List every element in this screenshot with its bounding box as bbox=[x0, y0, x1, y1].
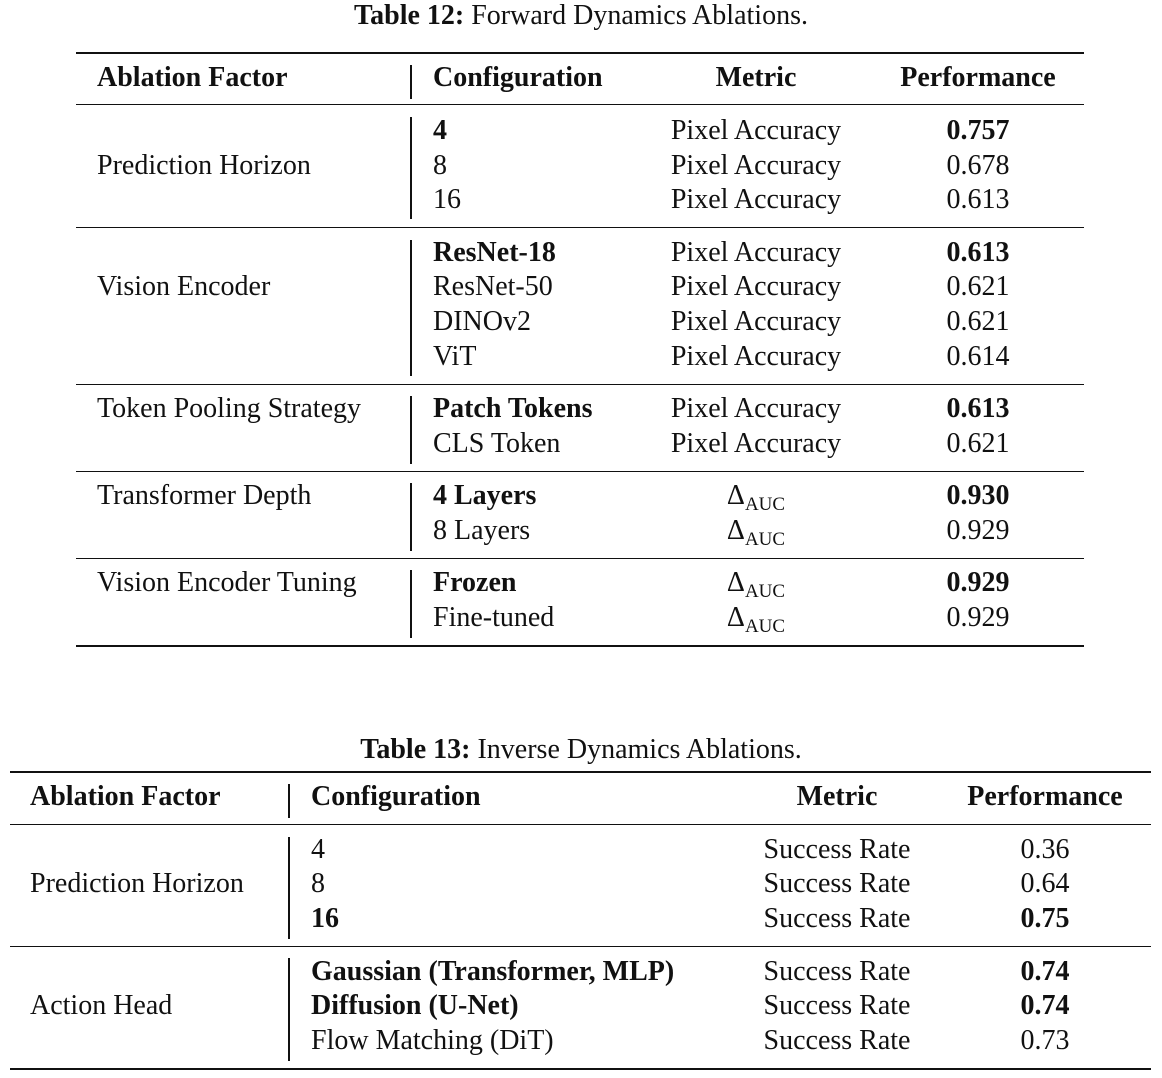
table13-header-ablation-factor: Ablation Factor bbox=[30, 781, 221, 812]
table13-header-performance: Performance bbox=[967, 781, 1123, 812]
table13-metric: Success Rate bbox=[763, 990, 911, 1021]
table13-header-divider bbox=[288, 784, 290, 818]
table12-perf: 0.929 bbox=[946, 515, 1010, 546]
table13-perf: 0.75 bbox=[1020, 903, 1070, 934]
table12-factor-prediction-horizon: Prediction Horizon bbox=[97, 150, 311, 181]
table12-perf: 0.613 bbox=[946, 237, 1010, 268]
table12-factor-transformer-depth: Transformer Depth bbox=[97, 480, 312, 511]
table12-caption bbox=[0, 0, 1162, 32]
table12-caption-label: Table 12: bbox=[354, 0, 465, 31]
table12-factor-vision-encoder-tuning: Vision Encoder Tuning bbox=[97, 567, 357, 598]
table12-bottom-rule bbox=[76, 645, 1084, 647]
table12-config: Patch Tokens bbox=[433, 393, 593, 424]
table12-perf: 0.613 bbox=[946, 184, 1010, 215]
table12-group-rule bbox=[76, 558, 1084, 559]
table12-group-divider bbox=[410, 396, 412, 464]
table13-factor-action-head: Action Head bbox=[30, 990, 173, 1021]
table13-factor-prediction-horizon: Prediction Horizon bbox=[30, 868, 244, 899]
table12-header-rule bbox=[76, 104, 1084, 105]
table13-header-configuration: Configuration bbox=[311, 781, 481, 812]
table13-metric: Success Rate bbox=[763, 903, 911, 934]
table12-config: ResNet-50 bbox=[433, 271, 553, 302]
table12-config: 8 Layers bbox=[433, 515, 531, 546]
table12-group-divider bbox=[410, 570, 412, 638]
table12-perf: 0.613 bbox=[946, 393, 1010, 424]
table12-header-divider bbox=[410, 65, 412, 99]
table13-perf: 0.74 bbox=[1020, 956, 1070, 987]
table13-group-divider bbox=[288, 837, 290, 939]
table12-group-rule bbox=[76, 471, 1084, 472]
table13-config: 8 bbox=[311, 868, 325, 899]
table12-perf: 0.930 bbox=[946, 480, 1010, 511]
table13-metric: Success Rate bbox=[763, 1025, 911, 1056]
table13-metric: Success Rate bbox=[763, 868, 911, 899]
table12-group-divider bbox=[410, 240, 412, 376]
table13-bottom-rule bbox=[10, 1068, 1151, 1070]
table12-perf: 0.621 bbox=[946, 428, 1010, 459]
table13-perf: 0.73 bbox=[1020, 1025, 1070, 1056]
table12-header-performance: Performance bbox=[900, 62, 1056, 93]
table12-config: ViT bbox=[433, 341, 477, 372]
table12-perf: 0.621 bbox=[946, 306, 1010, 337]
table12-group-divider bbox=[410, 483, 412, 551]
table12-metric-delta-auc: $\Delta_{AUC}$ bbox=[726, 515, 786, 550]
table12-metric: Pixel Accuracy bbox=[670, 184, 842, 215]
table13-caption-label: Table 13: bbox=[360, 734, 471, 765]
table13-metric: Success Rate bbox=[763, 956, 911, 987]
table12-metric-delta-auc: $\Delta_{AUC}$ bbox=[726, 602, 786, 637]
table12-config: 16 bbox=[433, 184, 461, 215]
table13-perf: 0.74 bbox=[1020, 990, 1070, 1021]
table12-factor-token-pooling-strategy: Token Pooling Strategy bbox=[97, 393, 362, 424]
table13-config: 4 bbox=[311, 834, 325, 865]
table12-metric: Pixel Accuracy bbox=[670, 393, 842, 424]
table12-group-rule bbox=[76, 227, 1084, 228]
table12-metric: Pixel Accuracy bbox=[670, 341, 842, 372]
table13-top-rule bbox=[10, 771, 1151, 773]
table12-metric: Pixel Accuracy bbox=[670, 150, 842, 181]
table12-header-configuration: Configuration bbox=[433, 62, 603, 93]
table12-header-ablation-factor: Ablation Factor bbox=[97, 62, 288, 93]
table12-config: Frozen bbox=[433, 567, 517, 598]
table12-header-metric: Metric bbox=[715, 62, 797, 93]
table13-perf: 0.64 bbox=[1020, 868, 1070, 899]
table13-caption bbox=[0, 734, 1162, 766]
table13-perf: 0.36 bbox=[1020, 834, 1070, 865]
table13-group-divider bbox=[288, 958, 290, 1061]
table12-perf: 0.614 bbox=[946, 341, 1010, 372]
table12-config: DINOv2 bbox=[433, 306, 531, 337]
table12-config: 8 bbox=[433, 150, 447, 181]
table13-config: 16 bbox=[311, 903, 339, 934]
table13-group-rule bbox=[10, 946, 1151, 947]
table12-metric: Pixel Accuracy bbox=[670, 115, 842, 146]
table12-group-rule bbox=[76, 384, 1084, 385]
table13-header-metric: Metric bbox=[796, 781, 878, 812]
table12-perf: 0.621 bbox=[946, 271, 1010, 302]
table12-config: 4 Layers bbox=[433, 480, 537, 511]
table12-metric: Pixel Accuracy bbox=[670, 237, 842, 268]
table12-config: CLS Token bbox=[433, 428, 561, 459]
table12-perf: 0.757 bbox=[946, 115, 1010, 146]
table12-metric-delta-auc: $\Delta_{AUC}$ bbox=[726, 480, 786, 515]
table12-group-divider bbox=[410, 117, 412, 219]
table13-caption-text: Inverse Dynamics Ablations. bbox=[477, 734, 802, 765]
table12-config: ResNet-18 bbox=[433, 237, 556, 268]
table13-config: Gaussian (Transformer, MLP) bbox=[311, 956, 675, 987]
table13-config: Flow Matching (DiT) bbox=[311, 1025, 554, 1056]
table12-caption-text: Forward Dynamics Ablations. bbox=[471, 0, 808, 31]
table12-perf: 0.929 bbox=[946, 567, 1010, 598]
table12-perf: 0.678 bbox=[946, 150, 1010, 181]
table13-metric: Success Rate bbox=[763, 834, 911, 865]
table12-config: 4 bbox=[433, 115, 447, 146]
table13-config: Diffusion (U-Net) bbox=[311, 990, 519, 1021]
table12-metric: Pixel Accuracy bbox=[670, 306, 842, 337]
table13-header-rule bbox=[10, 824, 1151, 825]
table12-config: Fine-tuned bbox=[433, 602, 555, 633]
table12-metric-delta-auc: $\Delta_{AUC}$ bbox=[726, 567, 786, 602]
table12-perf: 0.929 bbox=[946, 602, 1010, 633]
table12-metric: Pixel Accuracy bbox=[670, 271, 842, 302]
table12-top-rule bbox=[76, 52, 1084, 54]
table12-metric: Pixel Accuracy bbox=[670, 428, 842, 459]
table12-factor-vision-encoder: Vision Encoder bbox=[97, 271, 271, 302]
